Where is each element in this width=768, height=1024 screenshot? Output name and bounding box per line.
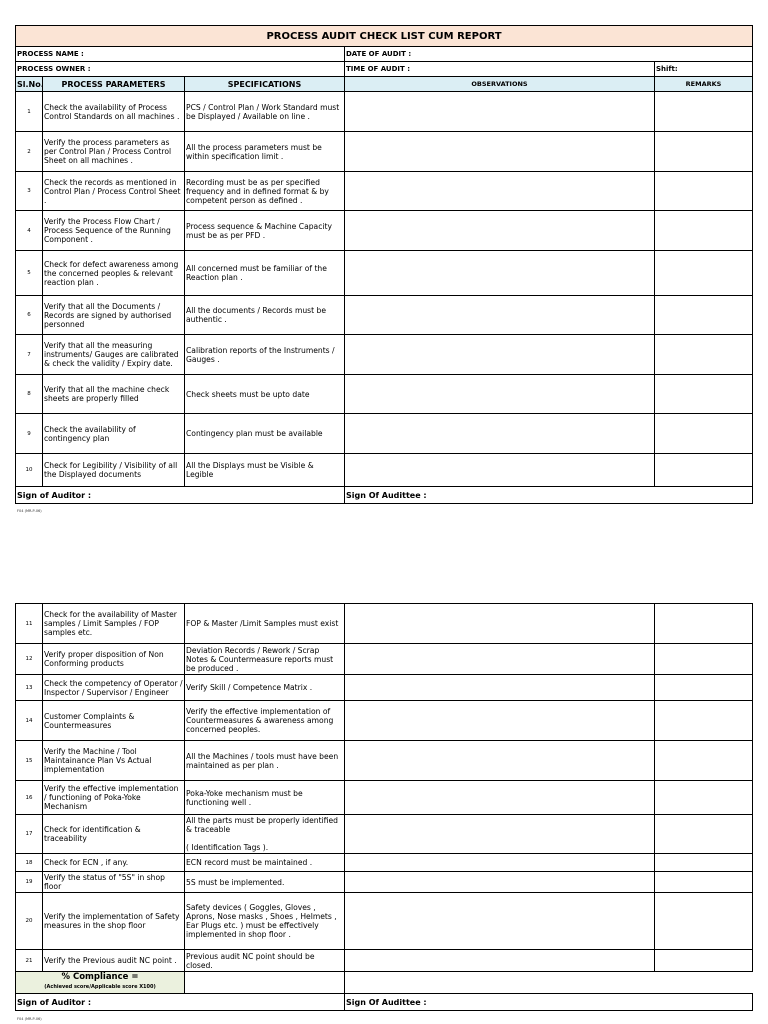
observation-cell[interactable] (345, 781, 655, 815)
header-observations: OBSERVATIONS (345, 77, 655, 92)
remarks-cell[interactable] (655, 251, 753, 296)
observation-cell[interactable] (345, 675, 655, 701)
auditor-signature[interactable]: Sign of Auditor : (16, 487, 345, 504)
serial-number: 7 (16, 335, 43, 375)
process-parameter: Check the availability of contingency plan (43, 414, 185, 454)
remarks-cell[interactable] (655, 701, 753, 741)
checklist-row (16, 815, 753, 854)
time-of-audit-field[interactable]: TIME OF AUDIT : (345, 62, 655, 77)
checklist-row (16, 675, 753, 701)
specification: All the Displays must be Visible & Legible (185, 454, 345, 487)
form-code: F04 (MR-P-06) (17, 1017, 42, 1021)
remarks-cell[interactable] (655, 854, 753, 872)
process-parameter: Check for identification & traceability (43, 815, 185, 854)
checklist-row (16, 172, 753, 211)
serial-number: 14 (16, 701, 43, 741)
specification: Contingency plan must be available (185, 414, 345, 454)
remarks-cell[interactable] (655, 132, 753, 172)
observation-cell[interactable] (345, 454, 655, 487)
auditor-signature[interactable]: Sign of Auditor : (16, 994, 345, 1011)
observation-cell[interactable] (345, 701, 655, 741)
compliance-cell (16, 972, 185, 994)
remarks-cell[interactable] (655, 741, 753, 781)
checklist-row (16, 375, 753, 414)
checklist-row (16, 251, 753, 296)
form-title: PROCESS AUDIT CHECK LIST CUM REPORT (16, 26, 753, 47)
process-parameter: Verify that all the Documents / Records are signed by authorised personned (43, 296, 185, 335)
process-parameter: Verify that all the measuring instruments/ Gauges are calibrated & check the validity / Expiry date. (43, 335, 185, 375)
remarks-cell[interactable] (655, 454, 753, 487)
specification: Deviation Records / Rework / Scrap Notes & Countermeasure reports must be produced . (185, 644, 345, 675)
column-headers (16, 77, 753, 92)
serial-number: 18 (16, 854, 43, 872)
process-parameter: Verify the effective implementation / functioning of Poka-Yoke Mechanism (43, 781, 185, 815)
checklist-row (16, 701, 753, 741)
serial-number: 3 (16, 172, 43, 211)
specification: Check sheets must be upto date (185, 375, 345, 414)
serial-number: 9 (16, 414, 43, 454)
serial-number: 5 (16, 251, 43, 296)
header-slno: Sl.No. (16, 77, 43, 92)
observation-cell[interactable] (345, 872, 655, 893)
checklist-row (16, 950, 753, 972)
observation-cell[interactable] (345, 132, 655, 172)
date-of-audit-field[interactable]: DATE OF AUDIT : (345, 47, 753, 62)
compliance-value[interactable] (185, 972, 345, 994)
observation-cell[interactable] (345, 644, 655, 675)
remarks-cell[interactable] (655, 950, 753, 972)
process-parameter: Verify the Previous audit NC point . (43, 950, 185, 972)
remarks-cell[interactable] (655, 296, 753, 335)
remarks-cell[interactable] (655, 815, 753, 854)
header-remarks: REMARKS (655, 77, 753, 92)
compliance-label: % Compliance = (61, 972, 139, 982)
checklist-row (16, 296, 753, 335)
specification: All the documents / Records must be authentic . (185, 296, 345, 335)
process-parameter: Check for defect awareness among the concerned peoples & relevant reaction plan . (43, 251, 185, 296)
observation-cell[interactable] (345, 604, 655, 644)
observation-cell[interactable] (345, 92, 655, 132)
observation-cell[interactable] (345, 741, 655, 781)
process-parameter: Verify the process parameters as per Control Plan / Process Control Sheet on all machines . (43, 132, 185, 172)
serial-number: 11 (16, 604, 43, 644)
observation-cell[interactable] (345, 375, 655, 414)
process-parameter: Verify the Machine / Tool Maintainance Plan Vs Actual implementation (43, 741, 185, 781)
checklist-row (16, 92, 753, 132)
observation-cell[interactable] (345, 854, 655, 872)
serial-number: 16 (16, 781, 43, 815)
checklist-row (16, 893, 753, 950)
specification: Poka-Yoke mechanism must be functioning well . (185, 781, 345, 815)
compliance-formula: (Achieved score/Applicable score X100) (44, 984, 156, 990)
serial-number: 12 (16, 644, 43, 675)
checklist-row (16, 335, 753, 375)
remarks-cell[interactable] (655, 781, 753, 815)
remarks-cell[interactable] (655, 872, 753, 893)
remarks-cell[interactable] (655, 414, 753, 454)
process-parameter: Check the records as mentioned in Control Plan / Process Control Sheet . (43, 172, 185, 211)
checklist-row (16, 854, 753, 872)
remarks-cell[interactable] (655, 893, 753, 950)
specification: Process sequence & Machine Capacity must be as per PFD . (185, 211, 345, 251)
process-parameter: Verify the status of "5S" in shop floor (43, 872, 185, 893)
remarks-cell[interactable] (655, 211, 753, 251)
checklist-row (16, 604, 753, 644)
process-parameter: Check the availability of Process Control Standards on all machines . (43, 92, 185, 132)
checklist-page-1 (15, 25, 753, 504)
specification: ECN record must be maintained . (185, 854, 345, 872)
shift-field[interactable]: Shift: (655, 62, 753, 77)
specification: FOP & Master /Limit Samples must exist (185, 604, 345, 644)
observation-cell[interactable] (345, 815, 655, 854)
observation-cell[interactable] (345, 335, 655, 375)
serial-number: 8 (16, 375, 43, 414)
observation-cell[interactable] (345, 893, 655, 950)
observation-cell[interactable] (345, 172, 655, 211)
serial-number: 21 (16, 950, 43, 972)
specification: All the process parameters must be within specification limit . (185, 132, 345, 172)
observation-cell[interactable] (345, 211, 655, 251)
checklist-row (16, 211, 753, 251)
remarks-cell[interactable] (655, 335, 753, 375)
observation-cell[interactable] (345, 414, 655, 454)
serial-number: 19 (16, 872, 43, 893)
process-parameter: Customer Complaints & Countermeasures (43, 701, 185, 741)
specification: All concerned must be familiar of the Reaction plan . (185, 251, 345, 296)
serial-number: 6 (16, 296, 43, 335)
remarks-cell[interactable] (655, 375, 753, 414)
serial-number: 1 (16, 92, 43, 132)
auditee-signature[interactable]: Sign Of Audittee : (345, 487, 753, 504)
remarks-cell[interactable] (655, 644, 753, 675)
serial-number: 2 (16, 132, 43, 172)
process-parameter: Verify that all the machine check sheets are properly filled (43, 375, 185, 414)
header-specifications: SPECIFICATIONS (185, 77, 345, 92)
process-parameter: Check for Legibility / Visibility of all the Displayed documents (43, 454, 185, 487)
specification: Calibration reports of the Instruments / Gauges . (185, 335, 345, 375)
process-parameter: Verify proper disposition of Non Conforming products (43, 644, 185, 675)
observation-cell[interactable] (345, 950, 655, 972)
specification: Safety devices ( Goggles, Gloves , Aprons, Nose masks , Shoes , Helmets , Ear Plugs etc. ) must be effectively implemented in shop floor . (185, 893, 345, 950)
observation-cell[interactable] (345, 251, 655, 296)
auditee-signature[interactable]: Sign Of Audittee : (345, 994, 753, 1011)
process-parameter: Check for the availability of Master samples / Limit Samples / FOP samples etc. (43, 604, 185, 644)
process-parameter: Verify the Process Flow Chart / Process Sequence of the Running Component . (43, 211, 185, 251)
observation-cell[interactable] (345, 296, 655, 335)
process-name-field[interactable]: PROCESS NAME : (16, 47, 345, 62)
remarks-cell[interactable] (655, 675, 753, 701)
checklist-row (16, 132, 753, 172)
serial-number: 10 (16, 454, 43, 487)
specification: PCS / Control Plan / Work Standard must be Displayed / Available on line . (185, 92, 345, 132)
remarks-cell[interactable] (655, 172, 753, 211)
serial-number: 13 (16, 675, 43, 701)
serial-number: 17 (16, 815, 43, 854)
serial-number: 4 (16, 211, 43, 251)
checklist-row (16, 741, 753, 781)
process-owner-field[interactable]: PROCESS OWNER : (16, 62, 345, 77)
process-parameter: Check the competency of Operator / Inspector / Supervisor / Engineer (43, 675, 185, 701)
remarks-cell[interactable] (655, 604, 753, 644)
remarks-cell[interactable] (655, 92, 753, 132)
checklist-row (16, 644, 753, 675)
checklist-row (16, 781, 753, 815)
checklist-row (16, 872, 753, 893)
specification: 5S must be implemented. (185, 872, 345, 893)
specification: Recording must be as per specified frequency and in defined format & by competent person as defined . (185, 172, 345, 211)
form-code: F04 (MR-P-06) (17, 509, 42, 513)
process-parameter: Check for ECN , if any. (43, 854, 185, 872)
specification: Verify Skill / Competence Matrix . (185, 675, 345, 701)
serial-number: 15 (16, 741, 43, 781)
specification: Verify the effective implementation of Countermeasures & awareness among concerned peoples. (185, 701, 345, 741)
serial-number: 20 (16, 893, 43, 950)
specification: Previous audit NC point should be closed. (185, 950, 345, 972)
specification: All the Machines / tools must have been maintained as per plan . (185, 741, 345, 781)
specification: All the parts must be properly identified & traceable ( Identification Tags ). (185, 815, 345, 854)
header-process-parameters: PROCESS PARAMETERS (43, 77, 185, 92)
checklist-row (16, 414, 753, 454)
checklist-row (16, 454, 753, 487)
process-parameter: Verify the implementation of Safety measures in the shop floor (43, 893, 185, 950)
checklist-page-2 (15, 603, 753, 1011)
